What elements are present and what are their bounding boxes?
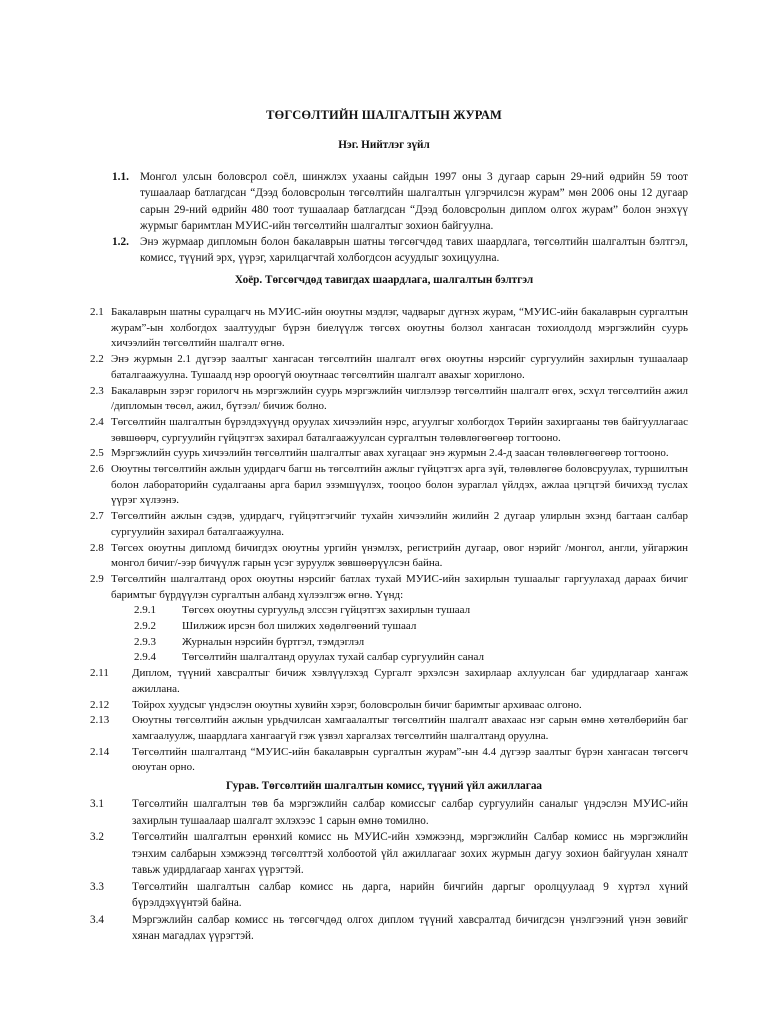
document-title: ТӨГСӨЛТИЙН ШАЛГАЛТЫН ЖУРАМ <box>266 108 502 122</box>
item-text: Монгол улсын боловсрол соёл, шинжлэх ухааны сайдын 1997 оны 3 дугаар сарын 29-ний өдрийн 59 тоот тушаалаар батлагдсан “Дээд боловсролын төгсөлтийн шалгалтын үлгэрчилсэн журам” мөн 2006 оны 12 дугаар сарын 29-ний өдрийн 480 тоот тушаалаар батлагдсан “Дээд боловсролын диплом олгох журам” болон энэхүү журмыг баримтлан МУИС-ийн төгсөлтийн шалгалтыг зохион байгуулна. <box>140 171 688 232</box>
sub-item-number: 2.9.3 <box>134 635 156 648</box>
item-number: 3.3 <box>90 880 104 893</box>
sub-item-number: 2.9.1 <box>134 604 156 617</box>
item-number: 3.4 <box>90 913 104 926</box>
item-number: 2.14 <box>90 745 110 758</box>
sub-item-text: Төгсөх оюутны сургуульд элссэн гүйцэтгэх захирлын тушаал <box>182 604 471 617</box>
item-number: 1.2. <box>112 236 129 249</box>
list-item <box>90 796 688 829</box>
list-item <box>90 912 688 945</box>
section-1-body <box>112 169 688 267</box>
sub-list-item <box>134 603 688 619</box>
item-number: 2.13 <box>90 714 110 727</box>
list-item <box>90 572 688 603</box>
item-number: 2.2 <box>90 353 104 366</box>
list-item <box>90 352 688 383</box>
item-text: Мэргэжлийн суурь хичээлийн төгсөлтийн шалгалтыг авах хугацааг энэ журмын 2.4-д заасан төлөвлөгөөгөөр тогтооно. <box>111 447 669 460</box>
list-item <box>90 415 688 446</box>
item-number: 3.2 <box>90 831 104 843</box>
sub-item-text: Шилжиж ирсэн бол шилжих хөдөлгөөний тушаал <box>182 620 417 633</box>
item-text: Төгсөлтийн шалгалтын ерөнхий комисс нь МУИС-ийн хэмжээнд, мэргэжлийн Салбар комисс нь мэргэжлийн тэнхим салбарын хэмжээнд төгсөлттэй холбоотой үйл ажиллагааг зохих журмын дагуу зохион байгуулан хяналт тавьж удирдлагаар хангах үүрэгтэй. <box>132 831 688 876</box>
section-3-body <box>90 796 688 945</box>
item-text: Төгсөлтийн шалгалтын бүрэлдэхүүнд оруулах хичээлийн нэрс, агуулгыг холбогдох Төрийн захиргааны төв байгууллагаас зөвшөөрч, сургуулийн гүйцэтгэх захирал баталгаажуулсан сургалтын төлөвлөгөөгөөр тогтооно. <box>111 415 688 444</box>
sub-list-item <box>134 650 688 666</box>
item-text: Оюутны төгсөлтийн ажлын урьдчилсан хамгаалалтыг төгсөлтийн шалгалт авахаас нэг сарын өмнө хөтөлбөрийн баг хамгаалуулж, шаардлага хангаагүй гэж үзвэл харгалзах төгсөлтийн шалгалтанд оруулна. <box>132 714 688 742</box>
sub-item-text: Төгсөлтийн шалгалтанд оруулах тухай салбар сургуулийн санал <box>182 651 484 664</box>
item-text: Энэ журмаар дипломын болон бакалаврын шатны төгсөгчдөд тавих шаардлага, төгсөлтийн шалгалтын бэлтгэл, комисс, түүний эрх, үүрэг, харилцагчтай холбогдсон асуудлыг зохицуулна. <box>140 236 688 265</box>
item-number: 2.3 <box>90 384 104 397</box>
list-item <box>90 446 688 462</box>
item-text: Төгсөх оюутны дипломд бичигдэх оюутны ургийн үнэмлэх, регистрийн дугаар, овог нэрийг /монгол, англи, уйгаржин монгол бичиг/-ээр бичүүлж гарын үсэг зуруулж зөвшөөрүүлсэн байна. <box>111 541 688 570</box>
list-item <box>90 509 688 540</box>
item-number: 2.9 <box>90 572 104 585</box>
item-text: Төгсөлтийн шалгалтын төв ба мэргэжлийн салбар комиссыг салбар сургуулийн саналыг үндэслэн МУИС-ийн захирлын тушаалаар шалгалт эхлэхээс 1 сарын өмнө томилно. <box>132 798 688 827</box>
item-text: Оюутны төгсөлтийн ажлын удирдагч багш нь төгсөлтийн ажлыг гүйцэтгэх арга зүй, төлөвлөгөө боловсруулах, туршилтын болон лабораторийн судалгааны арга барил эзэмшүүлэх, тооцоо болон зураглал үйлдэх, ажлаа цэгцтэй бичихэд туслах үүрэг хүлээнэ. <box>111 463 688 507</box>
item-number: 2.6 <box>90 463 104 476</box>
list-item <box>90 829 688 879</box>
item-number: 2.7 <box>90 510 104 523</box>
item-number: 3.1 <box>90 798 104 810</box>
item-text: Төгсөлтийн шалгалтын салбар комисс нь дарга, нарийн бичгийн даргыг оролцуулаад 9 хүртэл хүний бүрэлдэхүүнтэй байна. <box>132 880 688 909</box>
item-number: 2.11 <box>90 667 109 680</box>
item-number: 2.4 <box>90 415 104 428</box>
item-text: Бакалаврын шатны суралцагч нь МУИС-ийн оюутны мэдлэг, чадварыг дүгнэх журам, “МУИС-ийн бакалаврын сургалтын журам”-ын холбогдох заалтуудыг бүрэн биелүүлж төгсөх оюутны болзол хангасан тохиолдолд мэргэжлийн суурь хичээлийн төгсөлтийн шалгалт өгнө. <box>111 306 688 350</box>
sub-item-number: 2.9.2 <box>134 620 156 633</box>
section-heading-1: Нэг. Нийтлэг зүйл <box>338 139 430 151</box>
list-item <box>90 305 688 352</box>
item-number: 2.12 <box>90 698 110 711</box>
section-2-body <box>90 305 688 776</box>
item-text: Төгсөлтийн шалгалтанд орох оюутны нэрсийг батлах тухай МУИС-ийн захирлын тушаалыг гаргуулахад дараах бичиг баримтыг бүрдүүлэн сургалтын албанд хүлээлгэж өгнө. Үүнд: <box>111 572 688 601</box>
item-text: Төгсөлтийн шалгалтанд “МУИС-ийн бакалаврын сургалтын журам”-ын 4.4 дүгээр заалтыг бүрэн хангасан төгсөгч оюутан орно. <box>132 745 688 774</box>
section-heading-3: Гурав. Төгсөлтийн шалгалтын комисс, түүний үйл ажиллагаа <box>225 780 543 792</box>
list-item <box>112 169 688 234</box>
item-number: 1.1. <box>112 171 129 183</box>
list-item <box>90 745 688 776</box>
item-number: 2.1 <box>90 306 104 318</box>
item-text: Диплом, түүний хавсралтыг бичиж хэвлүүлэхэд Сургалт эрхэлсэн захирлаар ахлуулсан баг удирдлагаар хангаж ажиллана. <box>132 667 688 695</box>
list-item <box>112 234 688 267</box>
item-text: Төгсөлтийн ажлын сэдэв, удирдагч, гүйцэтгэгчийг тухайн хичээлийн жилийн 2 дугаар улирлын эхэнд багтаан салбар сургуулийн захирал баталгаажуулна. <box>111 510 688 538</box>
item-number: 2.5 <box>90 447 104 460</box>
list-item <box>90 541 688 572</box>
item-number: 2.8 <box>90 541 104 554</box>
item-text: Тойрох хуудсыг үндэслэн оюутны хувийн хэрэг, боловсролын бичиг баримтыг архиваас олгоно. <box>132 698 582 711</box>
list-item <box>90 666 688 697</box>
list-item <box>90 462 688 509</box>
list-item <box>90 879 688 912</box>
section-heading-2: Хоёр. Төгсөгчдөд тавигдах шаардлага, шалгалтын бэлтгэл <box>234 274 534 286</box>
item-text: Бакалаврын зэрэг горилогч нь мэргэжлийн суурь мэргэжлийн чиглэлээр төгсөлтийн шалгалт өгөх, эсхүл төгсөлтийн ажил /дипломын төсөл, ажил, бүтээл/ бичиж болно. <box>111 384 688 413</box>
sub-item-text: Журналын нэрсийн бүртгэл, тэмдэглэл <box>182 635 365 648</box>
sub-list-item <box>134 619 688 635</box>
sub-list-item <box>134 635 688 651</box>
item-text: Энэ журмын 2.1 дүгээр заалтыг хангасан төгсөлтийн шалгалт өгөх оюутны нэрсийг сургуулийн захирлын тушаалаар баталгаажуулна. Тушаалд нэр ороогүй оюутнаас төгсөлтийн шалгалт авахыг хориглоно. <box>111 353 688 381</box>
list-item <box>90 384 688 415</box>
list-item <box>90 713 688 744</box>
list-item <box>90 698 688 714</box>
item-text: Мэргэжлийн салбар комисс нь төгсөгчдөд олгох диплом түүний хавсралтад бичигдсэн үнэлгээний үнэн зөвийг хянан магадлах үүрэгтэй. <box>132 913 688 942</box>
sub-item-number: 2.9.4 <box>134 651 156 664</box>
